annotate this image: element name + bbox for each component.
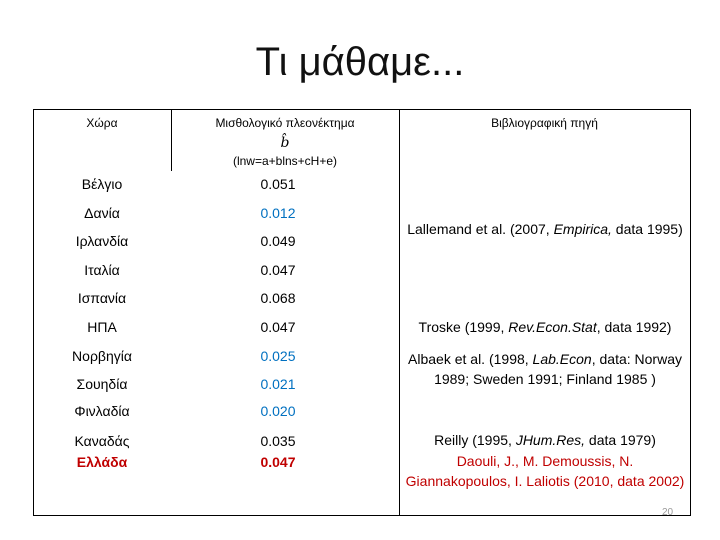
value-cell: 0.047 (260, 262, 296, 278)
header-equation: (lnw=a+blns+cH+e) (232, 154, 338, 168)
value-cell: 0.035 (260, 433, 296, 449)
country-cell-highlight: Ελλάδα (76, 454, 128, 470)
country-cell: Ισπανία (77, 290, 127, 306)
value-cell: 0.068 (260, 290, 296, 306)
table-border-top (33, 109, 691, 110)
header-advantage: Μισθολογικό πλεονέκτημα (215, 116, 355, 130)
value-cell: 0.020 (260, 403, 296, 419)
country-cell: Δανία (84, 205, 120, 221)
page-number: 20 (662, 507, 674, 518)
slide-title: Τι μάθαμε... (255, 40, 465, 84)
source-albaek: Albaek et al. (1998, Lab.Econ, data: Norway 1989; Sweden 1991; Finland 1985 ) (408, 351, 682, 387)
source-reilly: Reilly (1995, JHum.Res, data 1979) (434, 432, 656, 448)
header-symbol: b̂ (280, 135, 290, 151)
header-country: Χώρα (86, 116, 118, 130)
value-cell: 0.049 (260, 233, 296, 249)
table-border-right (690, 109, 691, 516)
header-source: Βιβλιογραφική πηγή (491, 116, 598, 130)
country-cell: Ιταλία (84, 262, 120, 278)
table-border-bottom (33, 515, 691, 516)
source-daouli: Daouli, J., M. Demoussis, N. Giannakopoulos, I. Laliotis (2010, data 2002) (405, 453, 685, 489)
value-cell: 0.047 (260, 319, 296, 335)
source-troske: Troske (1999, Rev.Econ.Stat, data 1992) (418, 319, 672, 335)
country-cell: Φινλαδία (74, 403, 130, 419)
country-cell: Ιρλανδία (75, 233, 129, 249)
value-cell: 0.021 (260, 376, 296, 392)
results-table (33, 109, 691, 516)
country-cell: Βέλγιο (81, 176, 123, 192)
source-lallemand: Lallemand et al. (2007, Empirica, data 1995) (407, 221, 683, 237)
country-cell: Νορβηγία (72, 348, 132, 364)
value-cell: 0.051 (260, 176, 296, 192)
value-cell: 0.025 (260, 348, 296, 364)
country-cell: Καναδάς (74, 433, 130, 449)
value-cell-highlight: 0.047 (260, 454, 296, 470)
country-cell: Σουηδία (76, 376, 128, 392)
table-divider-2 (399, 109, 400, 516)
value-cell: 0.012 (260, 205, 296, 221)
country-cell: ΗΠΑ (87, 319, 117, 335)
